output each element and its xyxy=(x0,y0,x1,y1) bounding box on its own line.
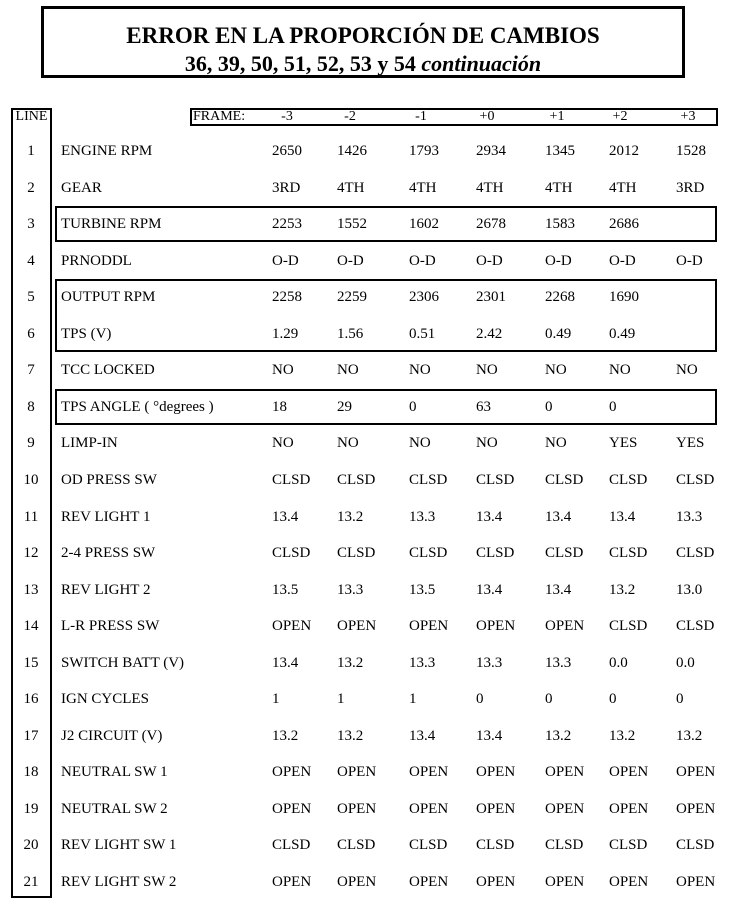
line-number: 21 xyxy=(23,874,39,890)
row-label: OD PRESS SW xyxy=(61,471,157,488)
line-column-header: LINE xyxy=(15,109,48,124)
table-cell: 1 xyxy=(337,691,345,708)
table-cell: 13.3 xyxy=(337,581,364,598)
row-label: TCC LOCKED xyxy=(61,362,155,379)
table-cell: CLSD xyxy=(272,837,311,854)
table-cell: 4TH xyxy=(409,179,437,196)
frame-label: FRAME: xyxy=(193,109,246,124)
table-cell: CLSD xyxy=(676,618,715,635)
table-cell: CLSD xyxy=(676,471,715,488)
table-cell: 3RD xyxy=(272,179,301,196)
row-label: TPS (V) xyxy=(61,325,112,342)
page-title: ERROR EN LA PROPORCIÓN DE CAMBIOS xyxy=(126,23,600,48)
table-cell: OPEN xyxy=(545,618,585,635)
table-cell: 1345 xyxy=(545,143,575,159)
row-label: 2-4 PRESS SW xyxy=(61,545,156,562)
table-cell: 2258 xyxy=(272,289,302,306)
table-cell: O-D xyxy=(545,252,572,269)
table-cell: CLSD xyxy=(409,545,448,562)
table-cell: 4TH xyxy=(545,179,573,196)
title-box xyxy=(41,6,685,78)
table-cell: 29 xyxy=(337,398,352,415)
table-cell: OPEN xyxy=(272,618,312,635)
table-cell: 0.49 xyxy=(545,325,572,342)
table-cell: 0 xyxy=(545,691,553,708)
subtitle-continuation: continuación xyxy=(421,51,542,76)
table-cell: 13.4 xyxy=(272,508,299,525)
table-cell: OPEN xyxy=(676,764,716,781)
table-cell: 2678 xyxy=(476,216,506,233)
table-cell: 2253 xyxy=(272,216,302,233)
table-cell: NO xyxy=(409,362,431,379)
row-label: IGN CYCLES xyxy=(61,691,149,708)
table-cell: OPEN xyxy=(476,764,516,781)
table-cell: CLSD xyxy=(476,471,515,488)
table-cell: CLSD xyxy=(337,837,376,854)
table-cell: 4TH xyxy=(476,179,504,196)
table-cell: 2934 xyxy=(476,143,506,159)
table-cell: CLSD xyxy=(609,837,648,854)
table-cell: CLSD xyxy=(609,471,648,488)
frame-header-3: -1 xyxy=(415,109,427,124)
table-cell: 13.4 xyxy=(545,581,572,598)
table-cell: NO xyxy=(476,435,498,452)
table-cell: 13.4 xyxy=(476,581,503,598)
table-cell: 13.4 xyxy=(545,508,572,525)
table-cell: OPEN xyxy=(409,874,449,890)
table-cell: OPEN xyxy=(545,874,585,890)
table-cell: 13.4 xyxy=(272,654,299,671)
table-cell: 13.3 xyxy=(409,508,436,525)
table-cell: OPEN xyxy=(476,800,516,817)
line-number: 13 xyxy=(23,581,39,598)
table-cell: 1426 xyxy=(337,143,367,159)
table-cell: 0 xyxy=(545,398,553,415)
table-cell: YES xyxy=(609,435,638,452)
table-cell: 2.42 xyxy=(476,325,503,342)
table-cell: CLSD xyxy=(409,471,448,488)
table-cell: 13.2 xyxy=(545,727,572,744)
table-cell: 1583 xyxy=(545,216,575,233)
table-cell: OPEN xyxy=(676,800,716,817)
table-cell: 0 xyxy=(409,398,417,415)
table-cell: 13.3 xyxy=(676,508,703,525)
table-cell: OPEN xyxy=(337,874,377,890)
table-cell: 13.4 xyxy=(409,727,436,744)
table-cell: 2301 xyxy=(476,289,506,306)
table-cell: NO xyxy=(676,362,698,379)
table-cell: 2306 xyxy=(409,289,439,306)
table-cell: OPEN xyxy=(272,764,312,781)
line-number: 12 xyxy=(23,545,39,562)
table-cell: CLSD xyxy=(337,471,376,488)
table-cell: CLSD xyxy=(476,837,515,854)
table-cell: 13.5 xyxy=(409,581,436,598)
table-cell: CLSD xyxy=(676,837,715,854)
frame-header-4: +0 xyxy=(479,109,495,124)
table-cell: CLSD xyxy=(609,545,648,562)
table-cell: OPEN xyxy=(409,764,449,781)
row-label: TURBINE RPM xyxy=(61,216,162,233)
table-cell: CLSD xyxy=(545,545,584,562)
row-label: TPS ANGLE ( °degrees ) xyxy=(61,398,214,415)
row-label: OUTPUT RPM xyxy=(61,289,156,306)
table-cell: OPEN xyxy=(409,800,449,817)
table-cell: O-D xyxy=(609,252,636,269)
frame-header-5: +1 xyxy=(549,109,565,124)
table-cell: NO xyxy=(476,362,498,379)
row-label: ENGINE RPM xyxy=(61,143,153,159)
line-number: 1 xyxy=(27,143,35,159)
line-number: 17 xyxy=(23,727,39,744)
table-cell: 1552 xyxy=(337,216,367,233)
table-cell: 1 xyxy=(409,691,417,708)
table-cell: NO xyxy=(272,362,294,379)
table-cell: 13.2 xyxy=(272,727,299,744)
frame-header-1: -3 xyxy=(281,109,293,124)
table-cell: OPEN xyxy=(676,874,716,890)
table-cell: 0.51 xyxy=(409,325,436,342)
page-subtitle xyxy=(44,51,682,77)
table-cell: 0.49 xyxy=(609,325,636,342)
table-cell: OPEN xyxy=(545,800,585,817)
table-cell: 13.3 xyxy=(476,654,503,671)
table-cell: 4TH xyxy=(609,179,637,196)
table-cell: 13.4 xyxy=(476,508,503,525)
table-cell: NO xyxy=(337,435,359,452)
table-cell: 13.2 xyxy=(609,727,636,744)
frame-label-underline xyxy=(196,124,258,125)
table-cell: 1602 xyxy=(409,216,439,233)
subtitle-codes: 36, 39, 50, 51, 52, 53 y 54 xyxy=(184,51,416,76)
table-cell: NO xyxy=(272,435,294,452)
table-cell: NO xyxy=(609,362,631,379)
table-cell: OPEN xyxy=(545,764,585,781)
table-cell: CLSD xyxy=(545,471,584,488)
table-cell: NO xyxy=(409,435,431,452)
table-cell: 13.2 xyxy=(609,581,636,598)
table-cell: CLSD xyxy=(272,545,311,562)
row-label: NEUTRAL SW 1 xyxy=(61,764,168,781)
table-cell: NO xyxy=(545,435,567,452)
line-number: 2 xyxy=(27,179,35,196)
table-cell: O-D xyxy=(337,252,364,269)
table-cell: 2268 xyxy=(545,289,575,306)
table-cell: 13.3 xyxy=(409,654,436,671)
table-cell: 13.2 xyxy=(337,727,364,744)
table-cell: O-D xyxy=(409,252,436,269)
line-number: 14 xyxy=(23,618,39,635)
table-cell: 13.0 xyxy=(676,581,703,598)
row-label: SWITCH BATT (V) xyxy=(61,654,185,671)
table-cell: 1.56 xyxy=(337,325,364,342)
table-cell: OPEN xyxy=(609,800,649,817)
line-number: 19 xyxy=(23,800,39,817)
line-number: 11 xyxy=(23,508,39,525)
table-cell: 3RD xyxy=(676,179,705,196)
table-cell: 2686 xyxy=(609,216,639,233)
table-cell: 63 xyxy=(476,398,491,415)
table-cell: CLSD xyxy=(476,545,515,562)
line-number: 8 xyxy=(27,398,35,415)
line-number: 15 xyxy=(23,654,39,671)
table-cell: CLSD xyxy=(676,545,715,562)
line-number: 20 xyxy=(23,837,39,854)
table-cell: CLSD xyxy=(609,618,648,635)
line-number: 18 xyxy=(23,764,39,781)
table-cell: 0.0 xyxy=(609,654,628,671)
table-cell: 13.2 xyxy=(676,727,703,744)
table-cell: 2650 xyxy=(272,143,302,159)
table-cell: 0.0 xyxy=(676,654,695,671)
table-cell: 0 xyxy=(676,691,684,708)
line-number: 9 xyxy=(27,435,35,452)
table-cell: 1 xyxy=(272,691,280,708)
row-label: L-R PRESS SW xyxy=(61,618,160,635)
table-cell: OPEN xyxy=(409,618,449,635)
row-label: LIMP-IN xyxy=(61,435,118,452)
table-cell: 13.2 xyxy=(337,508,364,525)
table-cell: 1.29 xyxy=(272,325,299,342)
row-label: PRNODDL xyxy=(61,252,132,269)
table-cell: NO xyxy=(337,362,359,379)
table-cell: OPEN xyxy=(476,874,516,890)
table-cell: CLSD xyxy=(545,837,584,854)
table-cell: OPEN xyxy=(337,618,377,635)
line-number: 3 xyxy=(27,216,35,233)
table-cell: 1793 xyxy=(409,143,439,159)
row-label: REV LIGHT 2 xyxy=(61,581,151,598)
table-cell: 13.4 xyxy=(476,727,503,744)
table-cell: OPEN xyxy=(272,800,312,817)
table-cell: OPEN xyxy=(272,874,312,890)
table-cell: CLSD xyxy=(272,471,311,488)
line-number: 16 xyxy=(23,691,39,708)
table-cell: 0 xyxy=(476,691,484,708)
table-cell: OPEN xyxy=(476,618,516,635)
table-cell: YES xyxy=(676,435,705,452)
row-label: REV LIGHT SW 1 xyxy=(61,837,177,854)
table-cell: OPEN xyxy=(609,764,649,781)
table-cell: 4TH xyxy=(337,179,365,196)
table-cell: OPEN xyxy=(337,764,377,781)
table-cell: 2259 xyxy=(337,289,367,306)
line-number: 5 xyxy=(27,289,35,306)
table-cell: O-D xyxy=(476,252,503,269)
table-cell: 13.4 xyxy=(609,508,636,525)
row-label: NEUTRAL SW 2 xyxy=(61,800,168,817)
row-label: J2 CIRCUIT (V) xyxy=(61,727,163,744)
table-cell: 13.2 xyxy=(337,654,364,671)
table-cell: 1528 xyxy=(676,143,706,159)
table-cell: 0 xyxy=(609,398,617,415)
table-cell: 13.3 xyxy=(545,654,572,671)
frame-header-6: +2 xyxy=(612,109,628,124)
table-cell: CLSD xyxy=(409,837,448,854)
frame-header-2: -2 xyxy=(344,109,356,124)
table-cell: 18 xyxy=(272,398,287,415)
row-label: REV LIGHT SW 2 xyxy=(61,874,177,890)
row-label: REV LIGHT 1 xyxy=(61,508,151,525)
table-cell: 13.5 xyxy=(272,581,299,598)
table-cell: O-D xyxy=(272,252,299,269)
table-cell: NO xyxy=(545,362,567,379)
table-cell: 0 xyxy=(609,691,617,708)
line-number: 10 xyxy=(23,471,39,488)
table-cell: 1690 xyxy=(609,289,639,306)
line-number: 6 xyxy=(27,325,35,342)
row-label: GEAR xyxy=(61,179,102,196)
table-cell: 2012 xyxy=(609,143,639,159)
line-number: 7 xyxy=(27,362,35,379)
table-cell: O-D xyxy=(676,252,703,269)
frame-header-7: +3 xyxy=(680,109,696,124)
table-cell: OPEN xyxy=(609,874,649,890)
table-cell: CLSD xyxy=(337,545,376,562)
line-number: 4 xyxy=(27,252,35,269)
table-cell: OPEN xyxy=(337,800,377,817)
